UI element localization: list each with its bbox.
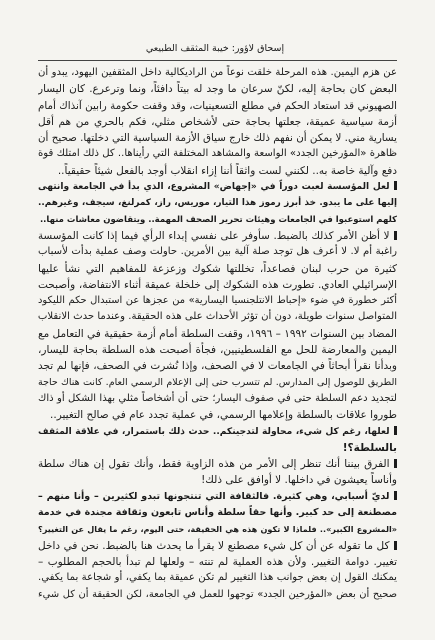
text-line: أزمة سياسية عميقة، جعلتها بحاجة حتى لأشخاص مثلي، فكم بالحري من هم أقل — [38, 115, 397, 128]
header-rule — [38, 60, 397, 61]
paragraph-marker — [394, 491, 398, 500]
article-body — [38, 65, 397, 603]
paragraph-marker — [394, 459, 398, 468]
text-line: كل ما تقوله عن أن كل شيء مصطنع لا يقرأ ما يحدث هنا بالضبط. نحن في داخل — [38, 539, 390, 552]
answer-paragraph — [38, 456, 397, 489]
text-line: المضاد بين السنوات ١٩٩٢ – ١٩٩٦، وقفت السلطة أمام أزمة حقيقية في التعامل مع — [38, 327, 397, 340]
paragraph — [38, 65, 397, 179]
text-line: عن هزم اليمين. هذه المرحلة خلقت نوعاً من الراديكالية داخل المثقفين اليهود، يبدو أن — [38, 67, 397, 78]
text-line: وأناساً يعيشون في داخلها. لا أوافق على ذلك! — [201, 474, 397, 487]
text-line-first — [38, 424, 397, 440]
text-line: دفع وآلية خاصة به.. لكنني لست واثقاً أننا إزاء انقلاب أوجد بالفعل شيئاً حقيقياً.. — [57, 164, 397, 177]
text-line-first — [38, 538, 397, 554]
text-line: مصطنعة إلى حد كبير. وأنها حقاً سلطة وأناس تابعون وثقافة مجندة في خدمة — [38, 507, 397, 519]
text-line: وبدأنا نقرأ أبحاثاً في الجامعات لا في الصحف، وإذا نُشرت في الصحف، فإنها لم تجد — [38, 360, 397, 373]
text-line-first — [38, 456, 397, 472]
paragraph-marker — [394, 541, 398, 550]
text-line: البعض كان بحاجة إليه، لكنّ سرعان ما وجد له بيتاً دافئاً، ونما وترعرع. كان اليسار — [38, 83, 397, 96]
paragraph-marker — [394, 181, 398, 190]
text-line: يسارية مني. لا يمكن أن نفهم ذلك خارج سياق الأزمة السياسية التي دخلتها. صحيح أن — [38, 132, 397, 145]
text-line: المتواصل سنوات طويلة، دون أن تؤثر الأحداث على هذه الحقيقة. وعندما حدث الانقلاب — [38, 311, 397, 323]
text-line: اليمين والمعارضة للحل مع الفلسطينيين، فجأة أصبحت هذه السلطة بحاجة لليسار، — [38, 344, 397, 357]
text-line: ظاهرة «المؤرخين الجدد» الواسعة والمشاهد المختلفة التي رأيناها.. كل ذلك امتلك قوة — [38, 148, 397, 160]
text-line: راغبة أم لا. لا أعرف هل توجد صلة آلية بين الأمرين. حاولت وصف عملية بدأت لأسباب — [38, 246, 397, 258]
text-line: كلهم استوعبوا في الجامعات وهيئات تحرير الصحف المهمة.. ويتقاضون معاشات منها.. — [39, 214, 397, 225]
text-line: تغيير. دوامة التغيير. ولأن هذه العملية لم تنته – ولعلها لم تبدأ بالحجم المطلوب – — [38, 555, 397, 568]
text-line: لتجديد دعم السلطة حتى في صفوف اليسار؛ حتى أن أشخاصاً مثلي بهذا الشكل أو ذاك — [38, 392, 397, 404]
running-header: إسحاق لاؤور: خيبة المثقف الطبيعي — [145, 43, 285, 54]
text-line: طوروا علاقات بالسلطة وإعلامها الرسمي، في عملية تجدد عام في صالح التغيير.. — [50, 409, 397, 422]
text-line-first — [38, 228, 397, 244]
text-line: الصهيوني قد استعاد الحكم في مطلع التسعينيات، وقد وقفت حكومة رابين آنذاك أمام — [38, 99, 397, 112]
text-line: لعل المؤسسة لعبت دوراً في «إجهاض» المشروع، الذي بدأ في الجامعة وانتهى — [38, 182, 390, 193]
text-line: الإسرائيلي العادي. تطورت هذه الشكوك إلى خلخلة عميقة أثناء الانتفاضة، وأصبحت — [38, 278, 397, 291]
text-line: يمكنك القول إن بعض جوانب هذا التغيير لم تكن عميقة بما يكفي، أو شجاعة بما يكفي. — [38, 572, 397, 584]
answer-paragraph — [38, 228, 397, 424]
text-line: الفرق بيننا أنك تنظر إلى الأمر من هذه الزاوية فقط، وأنك تقول إن هناك سلطة — [38, 458, 390, 471]
text-line-first — [38, 489, 397, 505]
question-paragraph — [38, 489, 397, 538]
answer-paragraph — [38, 538, 397, 603]
paragraph-marker — [394, 231, 398, 240]
text-line: لا أظن الأمر كذلك بالضبط. سأوفر على نفسي إبداء الرأي فيما إذا كانت المؤسسة — [38, 229, 390, 242]
question-paragraph — [38, 179, 397, 228]
text-line: الطريق للوصول إلى المدارس. لم تتسرب حتى إلى الإعلام الرسمي العام. كانت هناك حاجة — [38, 376, 397, 388]
text-line-first — [38, 179, 397, 195]
text-line: لديّ أسبابي، وهي كثيرة. فالثقافة التي تنتجونها تبدو لكثيرين – وأنا منهم – — [38, 490, 390, 502]
text-line: لعلها، رغم كل شيء، محاولة لتدجينكم.. حدث ذلك باستمرار، في علاقة المثقف — [38, 426, 390, 437]
text-line: بالسلطة؟! — [342, 441, 397, 454]
text-line: كثيرة من حرب لبنان فصاعداً، تخللتها شكوك وزعزعة للمفاهيم التي نشأ عليها — [38, 262, 397, 275]
text-line: صحيح أن بعض «المؤرخين الجدد» توجهوا للعمل في الجامعة، لكن الحقيقة أن كل شيء — [38, 588, 397, 600]
text-line: «المشروع الكبير».. فلماذا لا تكون هذه هي الحقيقة، حتى اليوم، رغم ما يقال عن التغيير؟ — [38, 524, 397, 535]
text-line: إليها على ما يبدو. خذ أبرز رموز هذا التيار، موريس، راز، كمرلنغ، سيجف، وغيرهم.. — [38, 198, 397, 209]
paragraph-marker — [394, 426, 398, 435]
question-paragraph — [38, 424, 397, 457]
text-line: أكثر خطورة في ضوء «إحباط الانتلجنسيا اليسارية» من عجزها عن استبدال حكم الليكود — [38, 295, 397, 307]
